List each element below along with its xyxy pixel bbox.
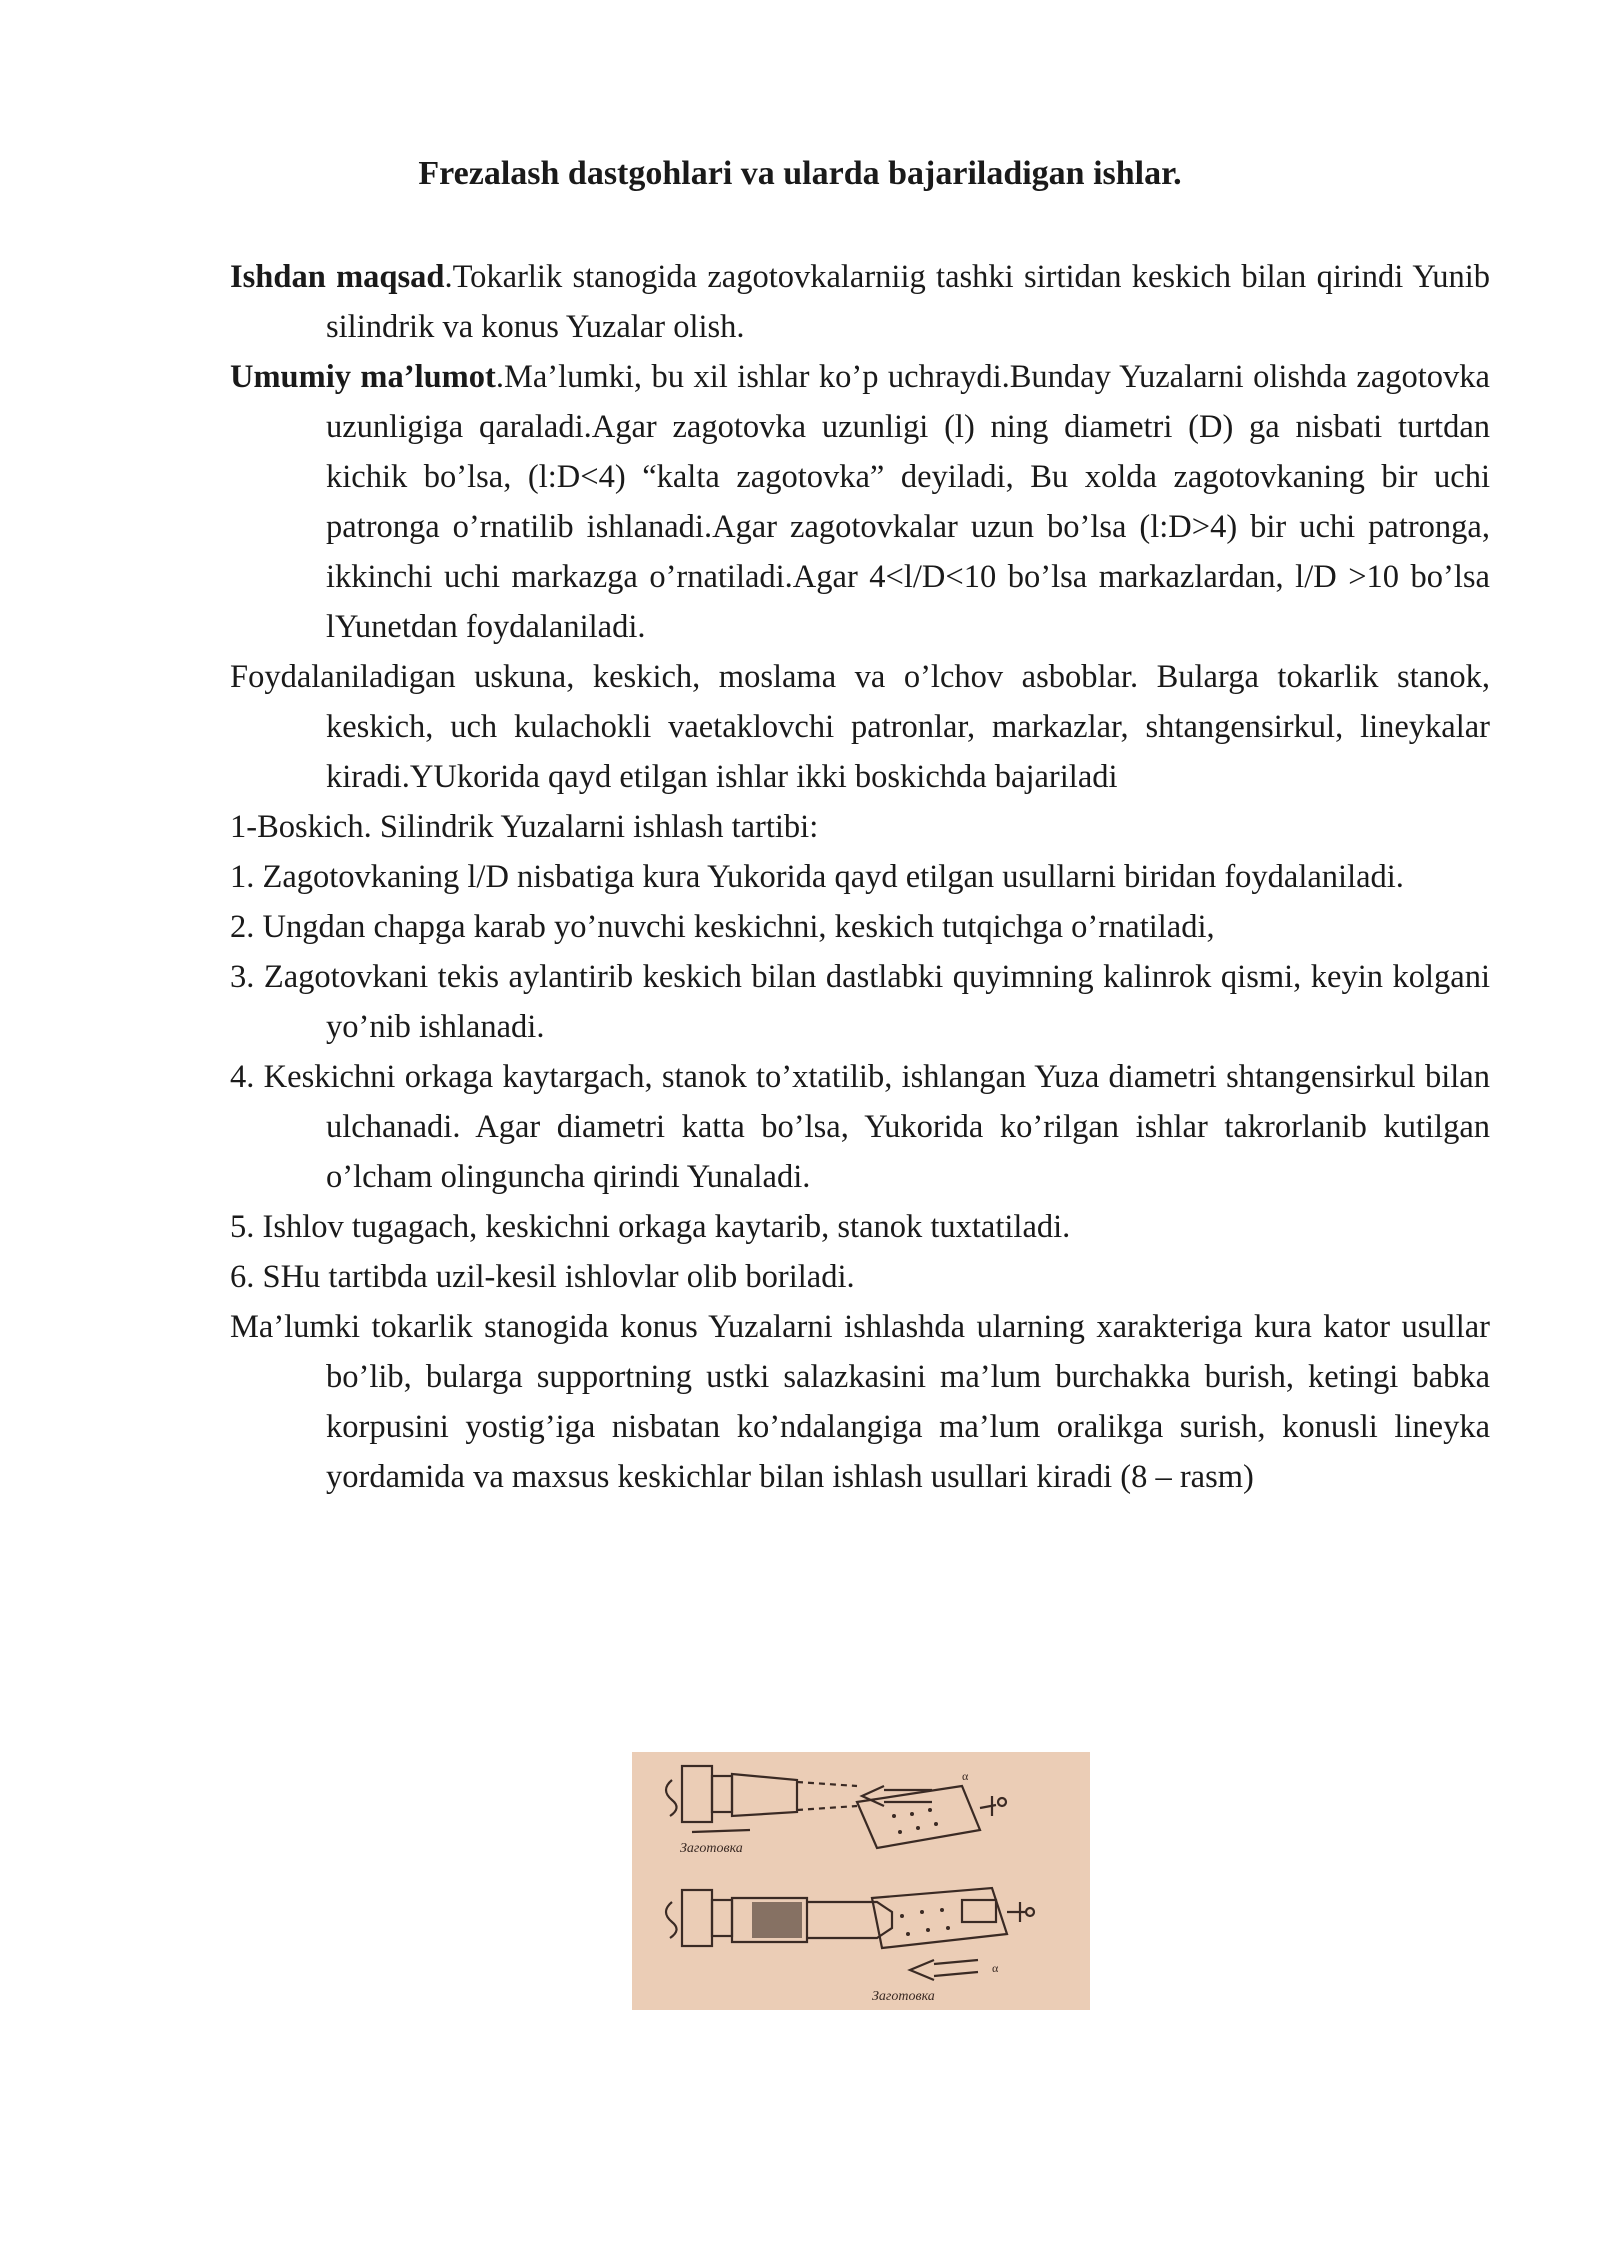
paragraph-text: Ma’lumki tokarlik stanogida konus Yuzalarni ishlashda ularning xarakteriga kura kator usullar bo’lib, bularga supportning ustki salazkasini ma’lum burchakka burish, ketingi babka korpusini yostig’iga nisbatan ko’ndalangiga ma’lum oralikga surish, konusli lineyka yordamida va maxsus keskichlar bilan ishlash usullari kiradi (8 – rasm)	[230, 1309, 1490, 1495]
figure-label-bottom: Заготовка	[872, 1989, 935, 2004]
list-item-3	[230, 952, 1490, 1052]
tool-slide-top	[857, 1786, 980, 1848]
paragraph-text: 6. SHu tartibda uzil-kesil ishlovlar olib boriladi.	[230, 1259, 855, 1295]
paragraph-text: 5. Ishlov tugagach, keskichni orkaga kaytarib, stanok tuxtatiladi.	[230, 1209, 1071, 1245]
list-item-5	[230, 1202, 1490, 1252]
list-item-4	[230, 1052, 1490, 1202]
lathe-cone-figure	[632, 1752, 1090, 2010]
list-item-2	[230, 902, 1490, 952]
paragraph-text: .Ma’lumki, bu xil ishlar ko’p uchraydi.Bunday Yuzalarni olishda zagotovka uzunligiga qaraladi.Agar zagotovka uzunligi (l) ning diametri (D) ga nisbati turtdan kichik bo’lsa, (l:D<4) “kalta zagotovka” deyiladi, Bu xolda zagotovkaning bir uchi patronga o’rnatilib ishlanadi.Agar zagotovkalar uzun bo’lsa (l:D>4) bir uchi patronga, ikkinchi uchi markazga o’rnatiladi.Agar 4<l/D<10 bo’lsa markazlardan, l/D >10 bo’lsa lYunetdan foydalaniladi.	[326, 359, 1490, 645]
paragraph-lead: Ishdan maqsad	[230, 259, 445, 295]
feed-arrow-bottom	[910, 1960, 978, 1980]
chuck-top	[682, 1766, 712, 1822]
paragraph-cone-methods	[230, 1302, 1490, 1502]
lathe-diagram	[632, 1752, 1090, 2010]
figure-mark-top: α	[962, 1769, 969, 1783]
paragraph-stage-1	[230, 802, 1490, 852]
list-item-6	[230, 1252, 1490, 1302]
paragraph-text: 4. Keskichni orkaga kaytargach, stanok to’xtatilib, ishlangan Yuza diametri shtangensirkul bilan ulchanadi. Agar diametri katta bo’lsa, Yukorida ko’rilgan ishlar takrorlanib kutilgan o’lcham olinguncha qirindi Yunaladi.	[230, 1059, 1490, 1195]
list-item-1	[230, 852, 1490, 902]
document-body	[230, 252, 1490, 1502]
paragraph-text: 1-Boskich. Silindrik Yuzalarni ishlash tartibi:	[230, 809, 819, 845]
paragraph-general-info	[230, 352, 1490, 652]
figure-label-top: Заготовка	[680, 1841, 743, 1856]
rotation-arrow-top	[666, 1780, 677, 1816]
rotation-arrow-bottom	[666, 1902, 677, 1938]
chuck-bottom	[682, 1890, 712, 1946]
figure-mark-bottom: α	[992, 1961, 999, 1975]
paragraph-text: .Tokarlik stanogida zagotovkalarniig tashki sirtidan keskich bilan qirindi Yunib silindrik va konus Yuzalar olish.	[326, 259, 1490, 345]
document-title: Frezalash dastgohlari va ularda bajariladigan ishlar.	[418, 155, 1182, 192]
paragraph-lead: Umumiy ma’lumot	[230, 359, 496, 395]
paragraph-text: 3. Zagotovkani tekis aylantirib keskich bilan dastlabki quyimning kalinrok qismi, keyin kolgani yo’nib ishlanadi.	[230, 959, 1490, 1045]
workpiece-top	[732, 1774, 797, 1816]
paragraph-equipment	[230, 652, 1490, 802]
paragraph-text: 2. Ungdan chapga karab yo’nuvchi keskichni, keskich tutqichga o’rnatiladi,	[230, 909, 1215, 945]
paragraph-text: Foydalaniladigan uskuna, keskich, moslama va o’lchov asboblar. Bularga tokarlik stanok, keskich, uch kulachokli vaetaklovchi patronlar, markazlar, shtangensirkul, lineykalar kiradi.YUkorida qayd etilgan ishlar ikki boskichda bajariladi	[230, 659, 1490, 795]
paragraph-purpose	[230, 252, 1490, 352]
paragraph-text: 1. Zagotovkaning l/D nisbatiga kura Yukorida qayd etilgan usullarni biridan foydalaniladi.	[230, 859, 1404, 895]
